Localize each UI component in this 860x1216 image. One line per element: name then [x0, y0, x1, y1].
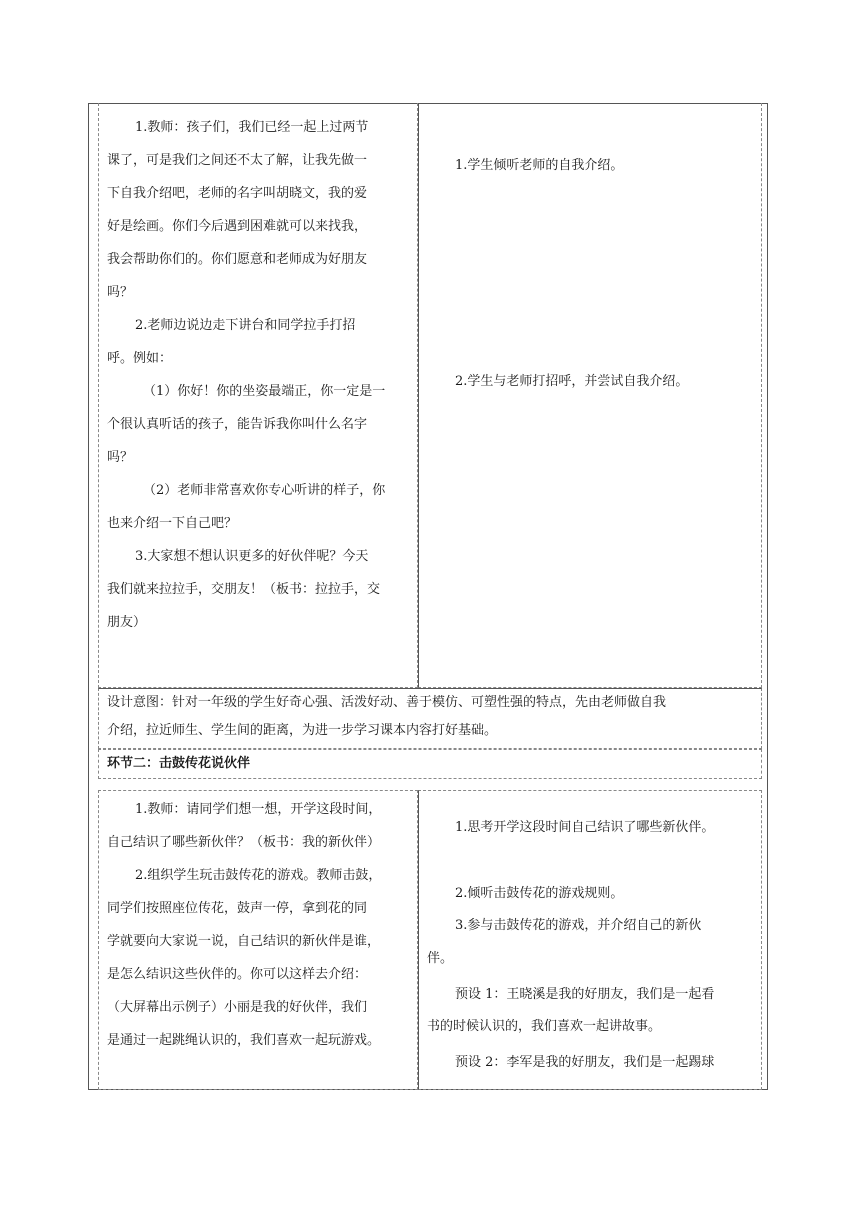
text-line: 预设 1：王晓溪是我的好朋友，我们是一起看 [455, 987, 715, 1002]
text-line: 1.思考开学这段时间自己结识了哪些新伙伴。 [455, 820, 715, 835]
text-line: 也来介绍一下自己吧？ [107, 516, 238, 531]
text-line: 吗？ [107, 285, 134, 300]
teacher-activity-cell-1 [98, 103, 418, 688]
text-line: （2）老师非常喜欢你专心听讲的样子，你 [143, 483, 386, 498]
text-line: 课了，可是我们之间还不太了解，让我先做一 [107, 153, 368, 168]
text-line: 朋友） [107, 615, 147, 630]
text-line: 同学们按照座位传花，鼓声一停，拿到花的同 [107, 901, 368, 916]
text-line: 1.学生倾听老师的自我介绍。 [455, 158, 624, 173]
design-intent-line: 介绍，拉近师生、学生间的距离，为进一步学习课本内容打好基础。 [107, 723, 498, 738]
text-line: 1.教师：孩子们，我们已经一起上过两节 [135, 120, 369, 135]
text-line: 下自我介绍吧，老师的名字叫胡晓文，我的爱 [107, 186, 368, 201]
text-line: 个很认真听话的孩子，能告诉我你叫什么名字 [107, 417, 368, 432]
section-title: 环节二：击鼓传花说伙伴 [107, 756, 251, 771]
text-line: 2.老师边说边走下讲台和同学拉手打招 [135, 318, 356, 333]
student-activity-cell-2 [418, 790, 762, 1090]
text-line: 2.组织学生玩击鼓传花的游戏。教师击鼓， [135, 868, 382, 883]
teacher-activity-cell-2 [98, 790, 418, 1090]
text-line: 1.教师：请同学们想一想，开学这段时间， [135, 802, 382, 817]
text-line: 2.学生与老师打招呼，并尝试自我介绍。 [455, 374, 689, 389]
text-line: 学就要向大家说一说，自己结识的新伙伴是谁， [107, 934, 381, 949]
text-line: 伴。 [427, 951, 454, 966]
text-line: 是通过一起跳绳认识的，我们喜欢一起玩游戏。 [107, 1033, 381, 1048]
text-line: 书的时候认识的，我们喜欢一起讲故事。 [427, 1019, 662, 1034]
text-line: （大屏幕出示例子）小丽是我的好伙伴，我们 [107, 1000, 368, 1015]
text-line: 3.参与击鼓传花的游戏，并介绍自己的新伙 [455, 918, 702, 933]
section-title-cell [98, 749, 762, 779]
text-line: 吗？ [107, 450, 134, 465]
text-line: 预设 2：李军是我的好朋友，我们是一起踢球 [455, 1055, 715, 1070]
text-line: 3.大家想不想认识更多的好伙伴呢？今天 [135, 549, 369, 564]
design-intent-cell [98, 688, 762, 749]
text-line: 2.倾听击鼓传花的游戏规则。 [455, 886, 624, 901]
text-line: 呼。例如： [107, 351, 173, 366]
text-line: 我会帮助你们的。你们愿意和老师成为好朋友 [107, 252, 368, 267]
text-line: 是怎么结识这些伙伴的。你可以这样去介绍： [107, 967, 368, 982]
text-line: 自己结识了哪些新伙伴？（板书：我的新伙伴） [107, 835, 381, 850]
student-activity-cell-1 [418, 103, 762, 688]
text-line: 我们就来拉拉手，交朋友！（板书：拉拉手，交 [107, 582, 381, 597]
design-intent-line: 设计意图：针对一年级的学生好奇心强、活泼好动、善于模仿、可塑性强的特点，先由老师做自我 [107, 695, 667, 710]
text-line: （1）你好！你的坐姿最端正，你一定是一 [143, 384, 386, 399]
text-line: 好是绘画。你们今后遇到困难就可以来找我， [107, 219, 368, 234]
